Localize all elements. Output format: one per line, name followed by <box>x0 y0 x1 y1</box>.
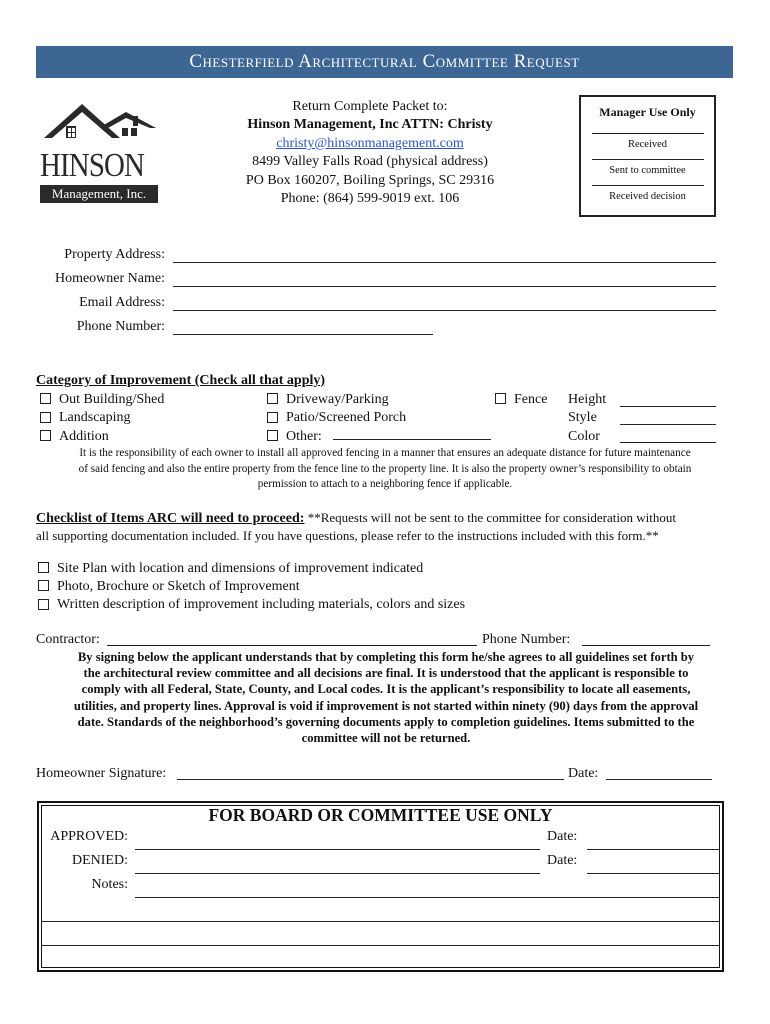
checkbox[interactable] <box>495 393 506 404</box>
fence-style-label: Style <box>568 410 597 426</box>
manager-use-box <box>579 95 716 217</box>
checklist-item-photo[interactable] <box>38 578 465 596</box>
category-col1 <box>40 391 164 446</box>
denied-date-field[interactable] <box>587 873 719 874</box>
checklist-text: **Requests will not be sent to the committee for consideration without <box>304 510 676 525</box>
fence-attributes <box>568 391 606 446</box>
agreement-line: the architectural review committee and all decisions are final. It is understood that the applicant is responsible to <box>83 666 689 681</box>
notes-line-1[interactable] <box>135 897 719 898</box>
item-label: Site Plan with location and dimensions of improvement indicated <box>57 561 424 576</box>
checklist-item-site-plan[interactable] <box>38 560 465 578</box>
agreement-line: utilities, and property lines. Approval is void if improvement is not started within ninety (90) days from the approval <box>73 698 699 713</box>
option-label: Patio/Screened Porch <box>286 410 407 426</box>
item-label: Written description of improvement including materials, colors and sizes <box>57 597 466 613</box>
signature-date-field[interactable] <box>606 779 712 780</box>
agreement-text <box>30 649 742 746</box>
sent-label: Sent to committee <box>609 165 686 176</box>
checklist-intro <box>36 509 736 544</box>
fence-height-field[interactable] <box>620 406 716 407</box>
denied-date-label: Date: <box>547 853 578 868</box>
phone-number-label: Phone Number: <box>76 319 165 334</box>
checkbox[interactable] <box>40 412 51 423</box>
form-title-banner: Chesterfield Architectural Committee Request <box>36 46 733 78</box>
checkbox[interactable] <box>38 562 49 573</box>
category-option-patio[interactable] <box>267 409 406 427</box>
fence-color-field[interactable] <box>620 442 716 443</box>
signature-label: Homeowner Signature: <box>36 766 167 781</box>
category-col2 <box>267 391 406 446</box>
checklist-item-description[interactable] <box>38 596 465 614</box>
attention-text: Hinson Management, Inc ATTN: Christy <box>247 117 493 133</box>
board-inner-border <box>41 805 720 968</box>
agreement-line: committee will not be returned. <box>301 731 471 746</box>
logo-subtitle: Management, Inc. <box>40 185 158 203</box>
phone-number-field[interactable] <box>173 334 433 335</box>
denied-label: DENIED: <box>72 853 128 868</box>
homeowner-name-label: Homeowner Name: <box>54 271 165 286</box>
email-address-field[interactable] <box>173 310 716 311</box>
hinson-logo <box>40 98 162 208</box>
denied-field[interactable] <box>135 873 540 874</box>
return-text: Return Complete Packet to: <box>292 99 448 114</box>
category-heading: Category of Improvement (Check all that apply) <box>36 373 326 388</box>
notes-line-3[interactable] <box>41 945 719 946</box>
category-option-landscaping[interactable] <box>40 409 164 427</box>
property-address-field[interactable] <box>173 262 716 263</box>
fence-note-line: It is the responsibility of each owner to install all approved fencing in a manner that ensures an adequate distance for future maintenance <box>79 447 691 459</box>
checkbox[interactable] <box>40 393 51 404</box>
decision-label: Received decision <box>609 191 686 202</box>
fence-color-label: Color <box>568 428 600 444</box>
sent-line[interactable] <box>592 159 704 160</box>
homeowner-name-field[interactable] <box>173 286 716 287</box>
fence-style-field[interactable] <box>620 424 716 425</box>
checklist-items <box>38 560 465 615</box>
manager-box-title: Manager Use Only <box>599 105 696 119</box>
item-label: Photo, Brochure or Sketch of Improvement <box>57 579 300 595</box>
contractor-phone-field[interactable] <box>582 645 710 646</box>
approved-date-field[interactable] <box>587 849 719 850</box>
physical-address: 8499 Valley Falls Road (physical address) <box>252 154 488 170</box>
checkbox[interactable] <box>38 580 49 591</box>
notes-line-2[interactable] <box>41 921 719 922</box>
checkbox[interactable] <box>267 430 278 441</box>
checklist-text-line2: all supporting documentation included. If you have questions, please refer to the instructions included with this form.** <box>36 528 659 543</box>
board-use-box <box>37 801 724 972</box>
option-label: Addition <box>59 428 109 444</box>
approved-date-label: Date: <box>547 829 578 844</box>
signature-date-label: Date: <box>568 766 599 781</box>
po-box: PO Box 160207, Boiling Springs, SC 29316 <box>245 172 495 188</box>
contractor-field[interactable] <box>107 645 477 646</box>
signature-field[interactable] <box>177 779 564 780</box>
received-line[interactable] <box>592 133 704 134</box>
option-label: Landscaping <box>59 410 131 426</box>
notes-label: Notes: <box>91 877 128 892</box>
other-field[interactable] <box>333 439 491 440</box>
option-label: Driveway/Parking <box>286 392 389 407</box>
approved-label: APPROVED: <box>50 829 128 844</box>
contractor-phone-label: Phone Number: <box>482 632 571 647</box>
option-label: Out Building/Shed <box>59 392 165 407</box>
category-option-outbuilding[interactable] <box>40 391 164 409</box>
phone-text: Phone: (864) 599-9019 ext. 106 <box>280 191 460 207</box>
fence-note-line: permission to attach to a neighboring fence if applicable. <box>257 478 513 491</box>
email-address-label: Email Address: <box>79 295 165 310</box>
property-address-label: Property Address: <box>64 247 165 262</box>
received-label: Received <box>627 139 668 150</box>
contact-block <box>220 98 520 208</box>
checklist-heading: Checklist of Items ARC will need to proceed: <box>36 511 305 526</box>
agreement-line: comply with all Federal, State, County, and Local codes. It is the applicant’s responsibility to locate all easements, <box>81 682 691 697</box>
option-label: Fence <box>514 392 548 407</box>
category-option-other[interactable] <box>267 428 406 446</box>
checkbox[interactable] <box>40 430 51 441</box>
fence-note <box>30 446 740 493</box>
checkbox[interactable] <box>38 599 49 610</box>
contractor-label: Contractor: <box>36 632 100 647</box>
logo-name: HINSON <box>40 147 145 184</box>
option-label: Other: <box>286 428 322 444</box>
agreement-line: By signing below the applicant understands that by completing this form he/she agrees to all guidelines set forth by <box>77 650 695 664</box>
board-title: FOR BOARD OR COMMITTEE USE ONLY <box>208 805 553 825</box>
category-option-driveway[interactable] <box>267 391 406 409</box>
agreement-line: date. Standards of the neighborhood’s governing documents apply to completion guidelines. Items submitted to the <box>77 714 695 729</box>
category-option-addition[interactable] <box>40 428 164 446</box>
decision-line[interactable] <box>592 185 704 186</box>
checkbox[interactable] <box>267 412 278 423</box>
email-link[interactable]: christy@hinsonmanagement.com <box>276 135 464 151</box>
checkbox[interactable] <box>267 393 278 404</box>
fence-note-line: of said fencing and also the entire property from the fence line to the property line. It is also the property owner’s responsibility to obtain <box>78 462 692 475</box>
fence-height-label: Height <box>568 392 607 407</box>
category-option-fence[interactable] <box>495 391 547 409</box>
approved-field[interactable] <box>135 849 540 850</box>
